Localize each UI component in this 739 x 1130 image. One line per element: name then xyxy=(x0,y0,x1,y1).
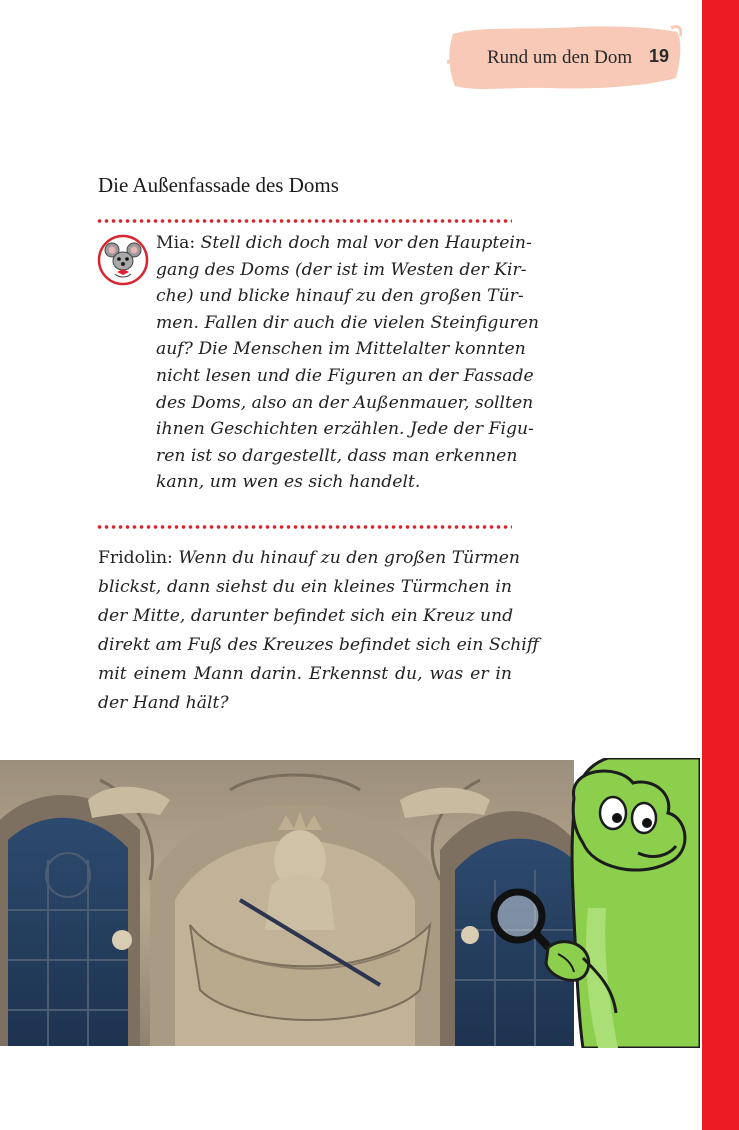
mouse-icon xyxy=(97,234,149,286)
chapter-header-tag xyxy=(447,22,682,94)
mia-line-8: ihnen Geschichten erzählen. Jede der Figu- xyxy=(156,419,534,440)
page-number: 19 xyxy=(649,46,670,66)
mia-line-7: des Doms, also an der Außenmauer, sollten xyxy=(156,392,534,413)
chapter-title: Rund um den Dom xyxy=(487,47,633,68)
mia-line-2: gang des Doms (der ist im Westen der Kir- xyxy=(156,259,527,280)
section-title: Die Außenfassade des Doms xyxy=(98,173,339,197)
mia-line-10: kann, um wen es sich handelt. xyxy=(156,472,421,493)
fridolin-speech-block xyxy=(98,544,539,718)
mia-line-4: men. Fallen dir auch die vielen Steinfiguren xyxy=(156,312,539,333)
page-edge-bar xyxy=(702,0,739,1130)
fridolin-line-6: der Hand hält? xyxy=(98,693,229,713)
fridolin-speaker-label: Fridolin: xyxy=(98,548,173,568)
fridolin-line-3: der Mitte, darunter befindet sich ein Kreuz und xyxy=(98,606,514,626)
mia-line-1: Mia: Stell dich doch mal vor den Hauptein- xyxy=(156,233,532,253)
fridolin-line-1: Fridolin: Wenn du hinauf zu den großen Türmen xyxy=(98,548,520,568)
mia-speech-block xyxy=(156,230,539,496)
mia-line-9: ren ist so dargestellt, dass man erkennen xyxy=(156,445,518,466)
fridolin-line-5: mit einem Mann darin. Erkennst du, was er in xyxy=(98,664,512,684)
mia-line-6: nicht lesen und die Figuren an der Fassade xyxy=(156,365,534,386)
fridolin-line-2: blickst, dann siehst du ein kleines Türmchen in xyxy=(98,577,512,597)
fridolin-line-4: direkt am Fuß des Kreuzes befindet sich ein Schiff xyxy=(98,635,539,655)
dotted-divider-top xyxy=(96,218,512,224)
frog-magnifier-icon xyxy=(488,758,700,1048)
dotted-divider-bottom xyxy=(96,524,512,530)
mia-line-3: che) und blicke hinauf zu den großen Tür- xyxy=(156,286,524,307)
mia-speaker-label: Mia: xyxy=(156,233,196,253)
mia-line-5: auf? Die Menschen im Mittelalter konnten xyxy=(156,339,526,360)
